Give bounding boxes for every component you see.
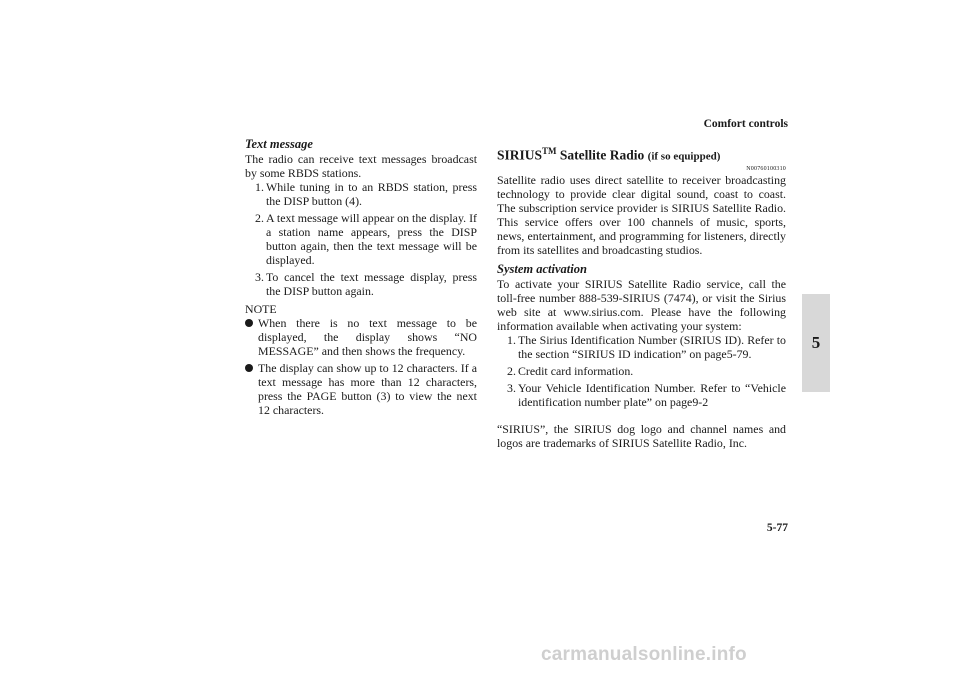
list-item: 1. While tuning in to an RBDS station, press the DISP button (4).	[255, 180, 477, 208]
left-column	[245, 136, 477, 420]
bullet-icon	[245, 364, 253, 372]
watermark: carmanualsonline.info	[541, 644, 747, 665]
note-list	[245, 316, 477, 417]
list-item: 2. Credit card information.	[507, 363, 634, 378]
text-message-heading: Text message	[245, 137, 313, 151]
text-message-steps	[245, 180, 477, 298]
activation-steps	[497, 333, 786, 409]
chapter-tab-label: 5	[811, 333, 821, 352]
list-item: When there is no text message to be displayed, the display shows “NO MESSAGE” and then shows the frequency.	[245, 316, 477, 358]
activation-text: To activate your SIRIUS Satellite Radio service, call the toll-free number 888-539-SIRIUS (7474), or visit the Sirius web site at www.sirius.com. Please have the following information available when activating your system:	[497, 276, 786, 333]
list-item: 2. A text message will appear on the display. If a station name appears, press the DISP button again, then the text message will be displayed.	[255, 211, 477, 267]
system-activation-heading: System activation	[497, 261, 587, 276]
chapter-tab	[802, 294, 830, 392]
page-number: 5-77	[766, 522, 788, 534]
note-label: NOTE	[245, 302, 277, 316]
trademark-text: “SIRIUS”, the SIRIUS dog logo and channel names and logos are trademarks of SIRIUS Satellite Radio, Inc.	[497, 421, 786, 450]
list-item: 3. Your Vehicle Identification Number. Refer to “Vehicle identification number plate” on page9-2	[507, 380, 786, 409]
text-message-intro: The radio can receive text messages broadcast by some RBDS stations.	[245, 152, 477, 180]
list-item: The display can show up to 12 characters. If a text message has more than 12 characters, press the PAGE button (3) to view the next 12 characters.	[245, 361, 477, 417]
sirius-heading: SIRIUS™ Satellite Radio (if so equipped)	[497, 146, 721, 163]
bullet-icon	[245, 319, 253, 327]
right-column	[497, 138, 786, 450]
list-item: 1. The Sirius Identification Number (SIRIUS ID). Refer to the section “SIRIUS ID indication” on page5-79.	[507, 332, 786, 361]
sirius-intro: Satellite radio uses direct satellite to receiver broadcasting technology to provide clear digital sound, coast to coast. The subscription service provider is SIRIUS Satellite Radio. This service offers over 100 channels of music, sports, news, entertainment, and programming for listeners, directly from its satellites and broadcasting studios.	[497, 172, 786, 257]
section-header: Comfort controls	[703, 118, 788, 130]
section-code: N00760100310	[746, 165, 786, 172]
list-item: 3. To cancel the text message display, press the DISP button again.	[255, 270, 477, 298]
